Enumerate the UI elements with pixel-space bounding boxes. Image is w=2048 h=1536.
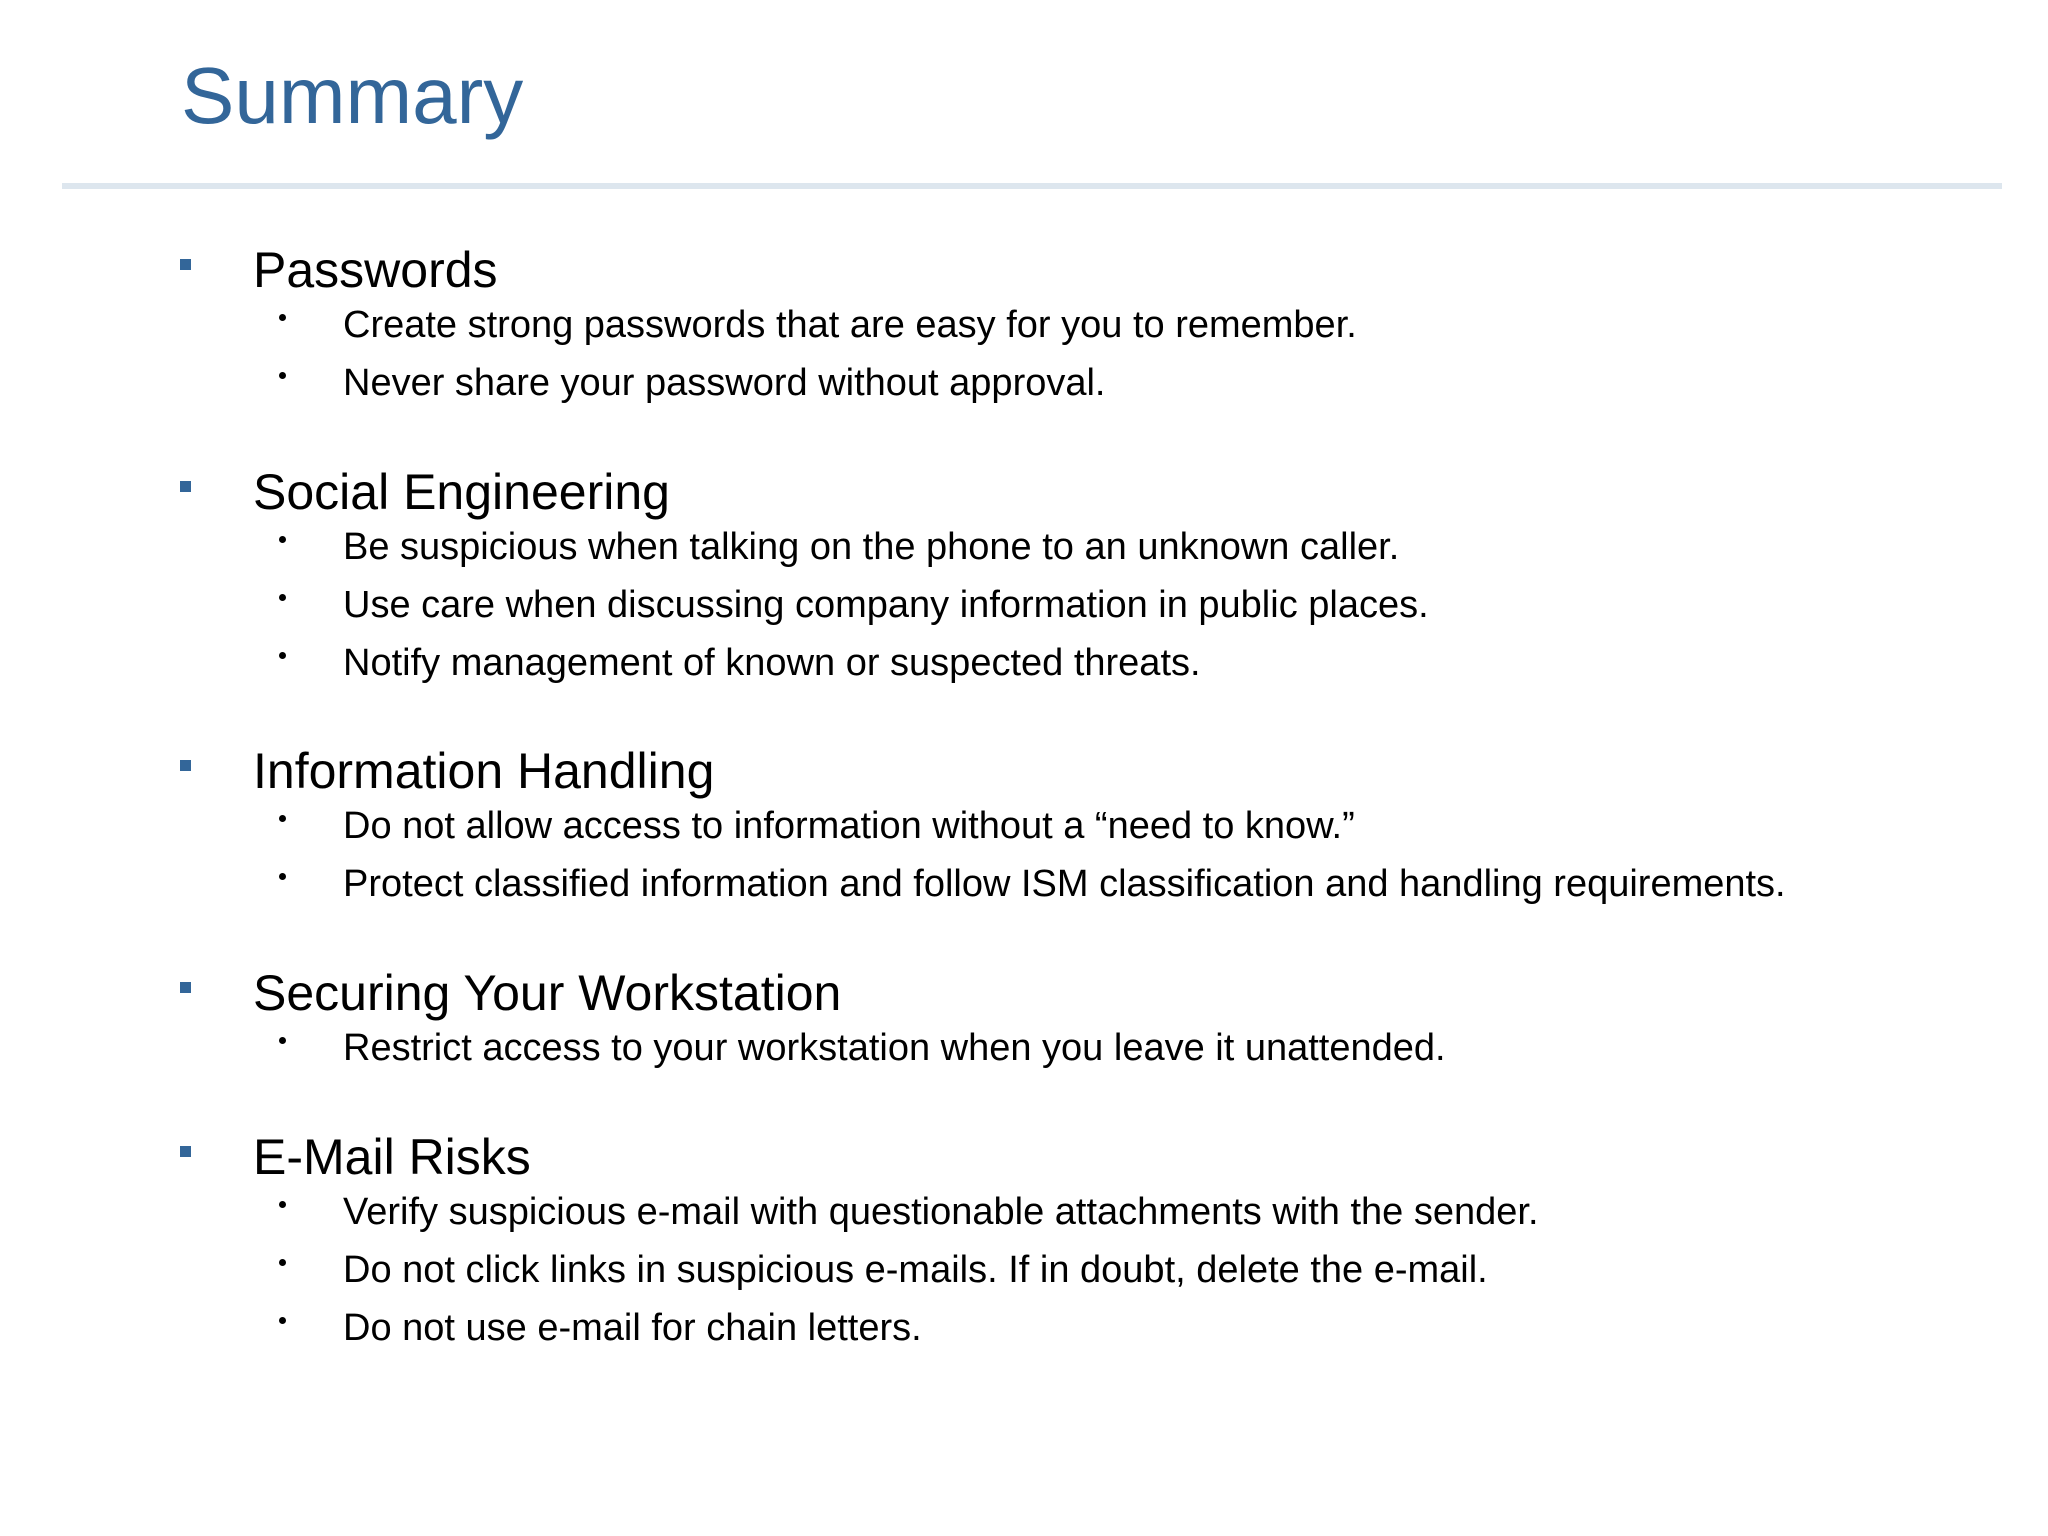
section-heading — [0, 1126, 2048, 1188]
list-item-text: Verify suspicious e-mail with questionable attachments with the sender. — [343, 1191, 1539, 1233]
list-item — [0, 359, 2048, 417]
bullet-list — [0, 523, 2048, 697]
slide-title: Summary — [181, 51, 524, 140]
list-item — [0, 639, 2048, 697]
bullet-list — [0, 1024, 2048, 1082]
section-label: Securing Your Workstation — [253, 965, 842, 1021]
list-item-text: Be suspicious when talking on the phone to an unknown caller. — [343, 526, 1400, 568]
section-heading — [0, 461, 2048, 523]
section-social-engineering — [0, 461, 2048, 697]
list-item — [0, 860, 2048, 918]
square-bullet-icon — [180, 982, 191, 993]
dot-bullet-icon — [279, 372, 286, 379]
list-item — [0, 1024, 2048, 1082]
section-heading — [0, 962, 2048, 1024]
dot-bullet-icon — [279, 594, 286, 601]
section-label: E-Mail Risks — [253, 1129, 531, 1185]
list-item-text: Do not allow access to information without a “need to know.” — [343, 805, 1355, 847]
section-heading — [0, 239, 2048, 301]
dot-bullet-icon — [279, 1037, 286, 1044]
list-item-text: Use care when discussing company information in public places. — [343, 584, 1429, 626]
dot-bullet-icon — [279, 314, 286, 321]
list-item-text: Do not click links in suspicious e-mails. If in doubt, delete the e-mail. — [343, 1249, 1488, 1291]
list-item — [0, 1246, 2048, 1304]
list-item-text: Protect classified information and follow ISM classification and handling requirements. — [343, 863, 1786, 905]
section-label: Information Handling — [253, 743, 715, 799]
list-item — [0, 1188, 2048, 1246]
section-passwords — [0, 239, 2048, 417]
section-email-risks — [0, 1126, 2048, 1362]
list-item — [0, 581, 2048, 639]
dot-bullet-icon — [279, 536, 286, 543]
bullet-list — [0, 802, 2048, 918]
list-item — [0, 802, 2048, 860]
dot-bullet-icon — [279, 815, 286, 822]
dot-bullet-icon — [279, 1317, 286, 1324]
list-item — [0, 523, 2048, 581]
list-item-text: Do not use e-mail for chain letters. — [343, 1307, 922, 1349]
dot-bullet-icon — [279, 1201, 286, 1208]
dot-bullet-icon — [279, 652, 286, 659]
list-item — [0, 1304, 2048, 1362]
list-item-text: Restrict access to your workstation when you leave it unattended. — [343, 1027, 1446, 1069]
list-item-text: Notify management of known or suspected threats. — [343, 642, 1201, 684]
section-securing-workstation — [0, 962, 2048, 1082]
section-label: Passwords — [253, 242, 498, 298]
square-bullet-icon — [180, 481, 191, 492]
square-bullet-icon — [180, 760, 191, 771]
section-label: Social Engineering — [253, 464, 670, 520]
bullet-list — [0, 301, 2048, 417]
list-item — [0, 301, 2048, 359]
list-item-text: Never share your password without approval. — [343, 362, 1106, 404]
list-item-text: Create strong passwords that are easy for you to remember. — [343, 304, 1357, 346]
dot-bullet-icon — [279, 873, 286, 880]
square-bullet-icon — [180, 259, 191, 270]
square-bullet-icon — [180, 1146, 191, 1157]
section-heading — [0, 740, 2048, 802]
bullet-list — [0, 1188, 2048, 1362]
dot-bullet-icon — [279, 1259, 286, 1266]
section-information-handling — [0, 740, 2048, 918]
